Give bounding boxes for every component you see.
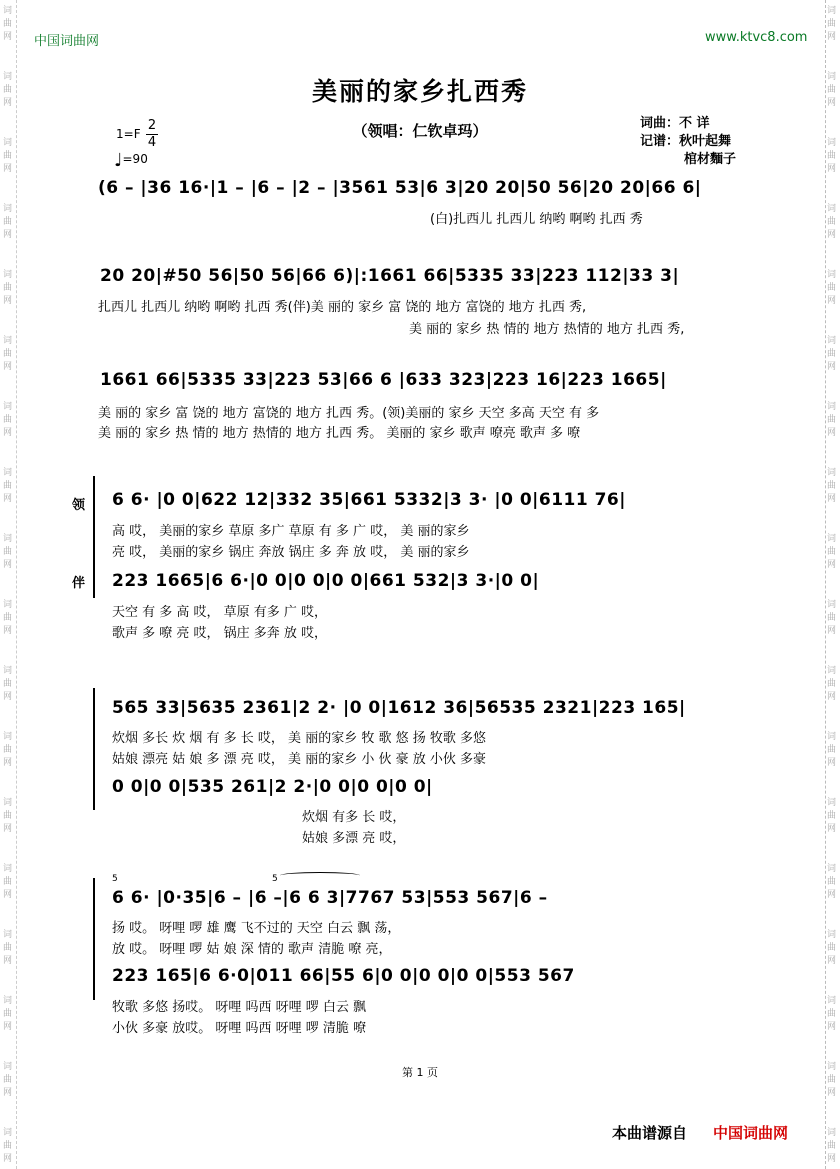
watermark-glyph: 网	[3, 296, 13, 306]
watermark-glyph: 词	[827, 666, 837, 676]
system5-lead-notation: 565 33|5635 2361|2 2· |0 0|1612 36|56535 2321|223 165|	[112, 698, 686, 718]
time-denominator: 4	[147, 135, 157, 150]
source-brand-link[interactable]: 中国词曲网	[713, 1124, 789, 1142]
watermark-glyph: 曲	[3, 481, 13, 491]
watermark-glyph: 网	[827, 560, 837, 570]
watermark-glyph: 曲	[3, 349, 13, 359]
system5-accomp-notation: 0 0|0 0|535 261|2 2·|0 0|0 0|0 0|	[112, 777, 433, 797]
system5-accomp-lyric-2: 姑娘 多漂 亮 哎，	[302, 831, 406, 846]
watermark-glyph: 词	[827, 1062, 837, 1072]
system3-lyric-1: 美 丽的 家乡 富 饶的 地方 富饶的 地方 扎西 秀。(领)美丽的 家乡 天空 多高 天空 有 多	[98, 406, 600, 421]
watermark-glyph: 词	[3, 468, 13, 478]
watermark-glyph: 曲	[827, 481, 837, 491]
watermark-glyph: 网	[3, 1022, 13, 1032]
watermark-glyph: 词	[827, 204, 837, 214]
watermark-glyph: 曲	[827, 877, 837, 887]
tempo-marking	[114, 150, 148, 171]
watermark-glyph: 词	[827, 864, 837, 874]
watermark-glyph: 网	[827, 758, 837, 768]
watermark-glyph: 词	[3, 930, 13, 940]
system4-lead-notation: 6 6· |0 0|622 12|332 35|661 5332|3 3· |0 0|6111 76|	[112, 490, 626, 510]
song-title: 美丽的家乡扎西秀	[311, 77, 528, 106]
watermark-glyph: 曲	[827, 283, 837, 293]
watermark-glyph: 词	[3, 72, 13, 82]
system3-lyric-2: 美 丽的 家乡 热 情的 地方 热情的 地方 扎西 秀。 美丽的 家乡 歌声 嘹亮 歌声 多 嘹	[98, 426, 581, 441]
left-watermark-strip	[2, 0, 17, 1169]
watermark-glyph: 曲	[3, 151, 13, 161]
watermark-glyph: 曲	[827, 547, 837, 557]
watermark-glyph: 词	[827, 6, 837, 16]
site-name-left[interactable]: 中国词曲网	[34, 34, 100, 49]
watermark-glyph: 曲	[3, 19, 13, 29]
watermark-glyph: 网	[827, 164, 837, 174]
system4-lead-lyric-2: 亮 哎， 美丽的家乡 锅庄 奔放 锅庄 多 奔 放 哎， 美 丽的家乡	[112, 545, 470, 560]
system5-accomp-lyric-1: 炊烟 有多 长 哎，	[302, 810, 406, 825]
watermark-glyph: 网	[3, 1154, 13, 1164]
watermark-glyph: 网	[3, 98, 13, 108]
watermark-glyph: 曲	[827, 745, 837, 755]
site-url-right[interactable]: www.ktvc8.com	[705, 30, 808, 45]
source-label: 本曲谱源自	[612, 1124, 688, 1142]
watermark-glyph: 曲	[827, 811, 837, 821]
watermark-glyph: 曲	[827, 1009, 837, 1019]
watermark-glyph: 网	[3, 626, 13, 636]
watermark-glyph: 网	[3, 890, 13, 900]
watermark-glyph: 曲	[827, 943, 837, 953]
watermark-glyph: 网	[827, 1088, 837, 1098]
system2-lyric-2: 美 丽的 家乡 热 情的 地方 热情的 地方 扎西 秀,	[409, 322, 685, 337]
grace-note-2: 5	[272, 874, 278, 884]
quarter-note-icon: ♩	[114, 150, 123, 171]
watermark-glyph: 曲	[3, 1141, 13, 1151]
watermark-glyph: 网	[3, 32, 13, 42]
source-credit	[612, 1122, 788, 1143]
watermark-glyph: 曲	[827, 349, 837, 359]
watermark-glyph: 网	[827, 428, 837, 438]
system4-lead-lyric-1: 高 哎， 美丽的家乡 草原 多广 草原 有 多 广 哎， 美 丽的家乡	[112, 524, 470, 539]
watermark-glyph: 网	[827, 824, 837, 834]
watermark-glyph: 网	[3, 560, 13, 570]
accompaniment-voice-label: 伴	[72, 576, 86, 591]
watermark-glyph: 词	[3, 270, 13, 280]
watermark-glyph: 网	[3, 692, 13, 702]
watermark-glyph: 曲	[3, 283, 13, 293]
watermark-glyph: 网	[3, 494, 13, 504]
watermark-glyph: 词	[3, 402, 13, 412]
watermark-glyph: 曲	[827, 679, 837, 689]
system2-lyric-1: 扎西儿 扎西儿 纳哟 啊哟 扎西 秀(伴)美 丽的 家乡 富 饶的 地方 富饶的 地方 扎西 秀,	[98, 300, 587, 315]
system6-lead-lyric-1: 扬 哎。 呀哩 啰 雄 鹰 飞不过的 天空 白云 飘 荡，	[112, 921, 401, 936]
system4-accomp-notation: 223 1665|6 6·|0 0|0 0|0 0|661 532|3 3·|0 0|	[112, 571, 540, 591]
watermark-glyph: 曲	[3, 943, 13, 953]
lyricist-credit: 词曲：不 详	[640, 116, 710, 131]
watermark-glyph: 网	[3, 956, 13, 966]
system6-brace	[93, 878, 95, 1000]
watermark-glyph: 曲	[3, 811, 13, 821]
system4-accomp-lyric-2: 歌声 多 嘹 亮 哎， 锅庄 多奔 放 哎，	[112, 626, 328, 641]
watermark-glyph: 网	[827, 98, 837, 108]
watermark-glyph: 曲	[3, 877, 13, 887]
watermark-glyph: 词	[3, 534, 13, 544]
time-signature	[146, 118, 158, 151]
watermark-glyph: 词	[3, 204, 13, 214]
watermark-glyph: 词	[3, 336, 13, 346]
watermark-glyph: 词	[827, 1128, 837, 1138]
watermark-glyph: 词	[827, 402, 837, 412]
arranger-credit: 记谱：秋叶起舞	[640, 134, 732, 149]
watermark-glyph: 词	[3, 864, 13, 874]
system1-lyric: (白)扎西儿 扎西儿 纳哟 啊哟 扎西 秀	[430, 212, 643, 227]
lead-voice-label: 领	[72, 498, 86, 513]
watermark-glyph: 词	[827, 72, 837, 82]
system4-accomp-lyric-1: 天空 有 多 高 哎， 草原 有多 广 哎，	[112, 605, 328, 620]
watermark-glyph: 网	[827, 1022, 837, 1032]
watermark-glyph: 词	[827, 600, 837, 610]
right-watermark-strip	[825, 0, 840, 1169]
system6-accomp-lyric-1: 牧歌 多悠 扬哎。 呀哩 吗西 呀哩 啰 白云 飘	[112, 1000, 367, 1015]
watermark-glyph: 词	[3, 600, 13, 610]
watermark-glyph: 词	[3, 666, 13, 676]
watermark-glyph: 曲	[827, 217, 837, 227]
watermark-glyph: 曲	[827, 1075, 837, 1085]
song-subtitle: （领唱：仁钦卓玛）	[352, 122, 488, 140]
watermark-glyph: 网	[827, 32, 837, 42]
watermark-glyph: 词	[827, 336, 837, 346]
watermark-glyph: 网	[827, 230, 837, 240]
system6-lead-lyric-2: 放 哎。 呀哩 啰 姑 娘 深 情的 歌声 清脆 嘹 亮，	[112, 942, 392, 957]
arranger-credit-2: 棺材麵子	[684, 152, 737, 167]
watermark-glyph: 词	[827, 996, 837, 1006]
grace-note-1: 5	[112, 874, 118, 884]
watermark-glyph: 网	[827, 956, 837, 966]
watermark-glyph: 词	[827, 930, 837, 940]
watermark-glyph: 曲	[3, 745, 13, 755]
watermark-glyph: 词	[3, 6, 13, 16]
watermark-glyph: 曲	[3, 1075, 13, 1085]
system5-lead-lyric-2: 姑娘 漂亮 姑 娘 多 漂 亮 哎， 美 丽的家乡 小 伙 豪 放 小伙 多豪	[112, 752, 486, 767]
system1-notation: (6 – |36 16·|1 – |6 – |2 – |3561 53|6 3|20 20|50 56|20 20|66 6|	[98, 178, 702, 198]
watermark-glyph: 曲	[3, 415, 13, 425]
system6-lead-notation: 6 6· |0·35|6 – |6 –|6 6 3|7767 53|553 567|6 –	[112, 888, 548, 908]
watermark-glyph: 曲	[827, 415, 837, 425]
watermark-glyph: 网	[827, 890, 837, 900]
watermark-glyph: 词	[3, 1128, 13, 1138]
watermark-glyph: 词	[827, 468, 837, 478]
watermark-glyph: 词	[3, 798, 13, 808]
system5-brace	[93, 688, 95, 810]
watermark-glyph: 曲	[827, 1141, 837, 1151]
watermark-glyph: 网	[827, 692, 837, 702]
watermark-glyph: 网	[3, 758, 13, 768]
watermark-glyph: 网	[3, 824, 13, 834]
watermark-glyph: 词	[3, 996, 13, 1006]
watermark-glyph: 网	[827, 296, 837, 306]
watermark-glyph: 网	[827, 494, 837, 504]
watermark-glyph: 网	[827, 626, 837, 636]
watermark-glyph: 网	[3, 428, 13, 438]
system5-lead-lyric-1: 炊烟 多长 炊 烟 有 多 长 哎， 美 丽的家乡 牧 歌 悠 扬 牧歌 多悠	[112, 731, 486, 746]
watermark-glyph: 曲	[827, 151, 837, 161]
system2-notation: 20 20|#50 56|50 56|66 6)|:1661 66|5335 33|223 112|33 3|	[100, 266, 680, 286]
time-numerator: 2	[147, 118, 157, 133]
watermark-glyph: 词	[827, 270, 837, 280]
system4-brace	[93, 476, 95, 598]
system3-notation: 1661 66|5335 33|223 53|66 6 |633 323|223 16|223 1665|	[100, 370, 667, 390]
watermark-glyph: 词	[3, 138, 13, 148]
watermark-glyph: 曲	[3, 613, 13, 623]
watermark-glyph: 曲	[3, 85, 13, 95]
watermark-glyph: 曲	[3, 547, 13, 557]
tempo-value: =90	[122, 152, 148, 166]
watermark-glyph: 词	[827, 534, 837, 544]
watermark-glyph: 曲	[3, 217, 13, 227]
page-number: 第 1 页	[402, 1066, 438, 1079]
key-signature: 1=F	[116, 127, 141, 141]
watermark-glyph: 网	[3, 230, 13, 240]
watermark-glyph: 曲	[827, 613, 837, 623]
watermark-glyph: 词	[3, 732, 13, 742]
tie-arc	[280, 872, 360, 879]
watermark-glyph: 曲	[827, 19, 837, 29]
watermark-glyph: 网	[3, 164, 13, 174]
watermark-glyph: 曲	[827, 85, 837, 95]
watermark-glyph: 网	[827, 362, 837, 372]
watermark-glyph: 网	[3, 1088, 13, 1098]
watermark-glyph: 词	[827, 138, 837, 148]
watermark-glyph: 网	[827, 1154, 837, 1164]
system6-accomp-notation: 223 165|6 6·0|011 66|55 6|0 0|0 0|0 0|553 567	[112, 966, 575, 986]
system6-accomp-lyric-2: 小伙 多豪 放哎。 呀哩 吗西 呀哩 啰 清脆 嘹	[112, 1021, 367, 1036]
watermark-glyph: 曲	[3, 1009, 13, 1019]
watermark-glyph: 曲	[3, 679, 13, 689]
watermark-glyph: 词	[827, 732, 837, 742]
watermark-glyph: 网	[3, 362, 13, 372]
watermark-glyph: 词	[827, 798, 837, 808]
watermark-glyph: 词	[3, 1062, 13, 1072]
